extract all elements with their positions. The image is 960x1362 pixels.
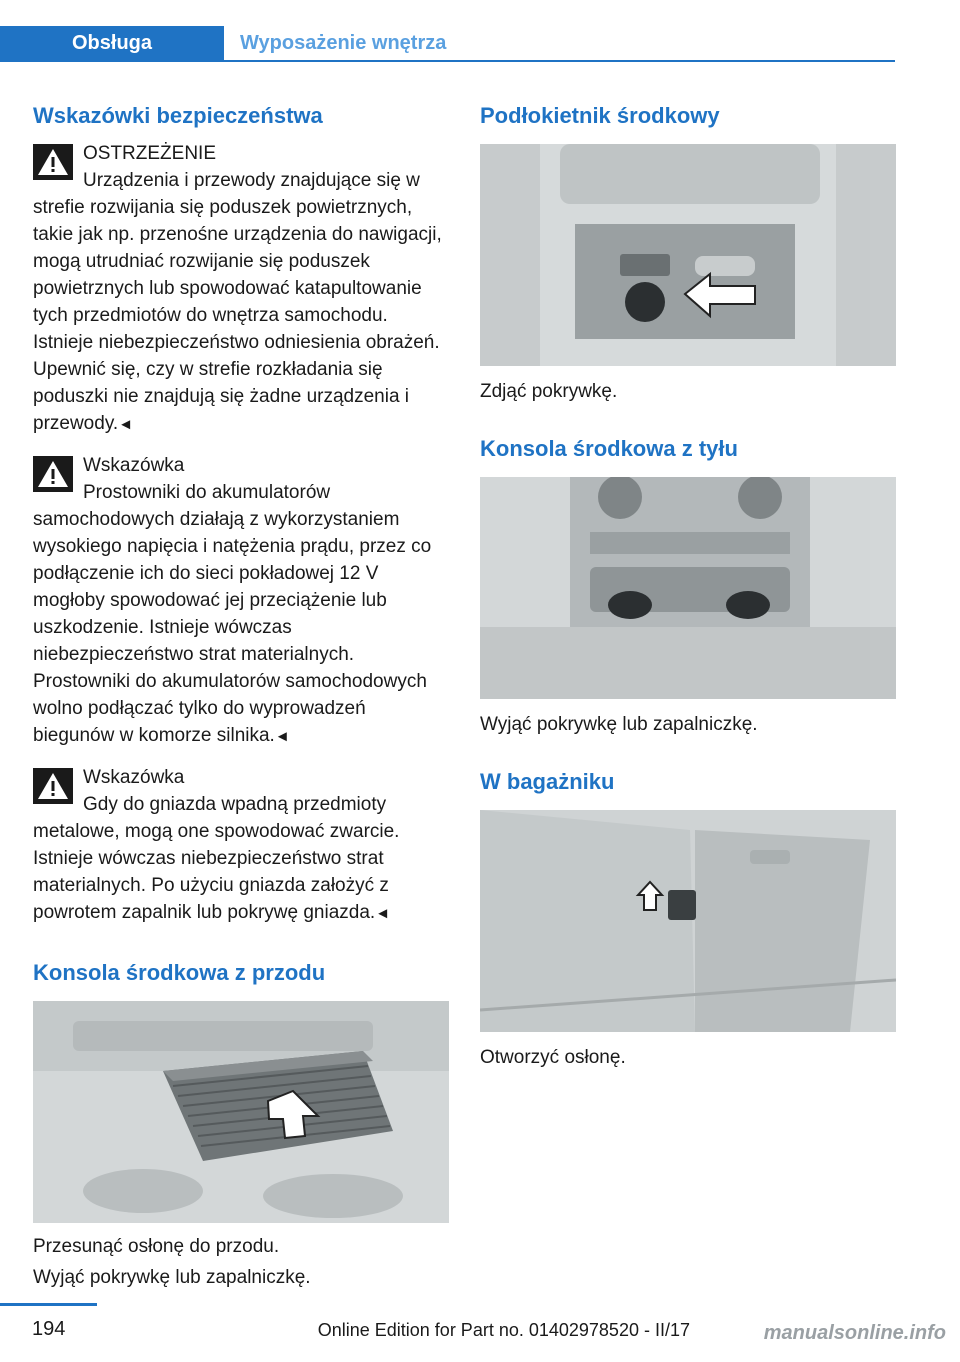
- warning-block: [33, 140, 449, 438]
- end-mark: ◄: [274, 728, 290, 745]
- warning-triangle-icon: [33, 144, 73, 180]
- warning-text: Urządzenia i przewody znajdujące się w strefie rozwijania się poduszek powietrznych, takie jak np. przenośne urządzenia do nawigacji, mogą utrudniać rozwijanie się poduszek powietrznych lub spowodować katapultowanie tych przedmiotów do wnętrza samochodu. Istnieje niebezpieczeństwo odniesienia obrażeń. Upewnić się, czy w strefie rozkładania się poduszki nie znajdują się żadne urządzenia i przewody.: [33, 170, 442, 434]
- left-column: [33, 100, 449, 1291]
- section-tab-breadcrumb[interactable]: Wyposażenie wnętrza: [240, 31, 447, 54]
- heading-rear-console: Konsola środkowa z tyłu: [480, 436, 738, 461]
- warning-triangle-icon: [33, 768, 73, 804]
- page-number: 194: [32, 1318, 66, 1340]
- armrest-illustration: [480, 144, 896, 366]
- note-block: [33, 452, 449, 750]
- warning-triangle-icon: [33, 456, 73, 492]
- end-mark: ◄: [375, 905, 391, 922]
- caption-open-cover: Otworzyć osłonę.: [480, 1047, 626, 1068]
- caption-remove-cover: Zdjąć pokrywkę.: [480, 381, 618, 402]
- end-mark: ◄: [118, 416, 134, 433]
- heading-front-console: Konsola środkowa z przodu: [33, 960, 326, 985]
- warning-title: OSTRZEŻENIE: [83, 143, 217, 164]
- note-title: Wskazówka: [83, 767, 185, 788]
- note-title: Wskazówka: [83, 455, 185, 476]
- header-divider: [0, 60, 895, 62]
- note-text: Prostowniki do akumulatorów samochodowych działają z wykorzystaniem wysokiego napięcia i natężenia prądu, przez co podłączenie ich do sieci pokładowej 12 V mogłoby spowodować jej przeciążenie lub uszkodzenie. Istnieje wówczas niebezpieczeństwo strat materialnych. Prostowniki do akumulatorów samochodowych wolno podłączać tylko do wyprowadzeń biegunów w komorze silnika.: [33, 482, 432, 746]
- trunk-illustration: [480, 810, 896, 1032]
- heading-armrest: Podłokietnik środkowy: [480, 103, 720, 128]
- heading-trunk: W bagażniku: [480, 769, 615, 794]
- heading-safety: Wskazówki bezpieczeństwa: [33, 103, 323, 128]
- caption-remove-cap: Wyjąć pokrywkę lub zapalniczkę.: [33, 1267, 311, 1288]
- section-tab-active[interactable]: Obsługa: [0, 26, 224, 60]
- watermark: manualsonline.info: [763, 1322, 946, 1344]
- page-header: [0, 0, 960, 62]
- front-console-illustration: [33, 1001, 449, 1223]
- rear-console-illustration: [480, 477, 896, 699]
- note-block: [33, 764, 449, 927]
- caption-remove-cap-rear: Wyjąć pokrywkę lub zapalniczkę.: [480, 714, 758, 735]
- right-column: [480, 100, 896, 1071]
- caption-slide-cover: Przesunąć osłonę do przodu.: [33, 1236, 280, 1257]
- edition-note: Online Edition for Part no. 01402978520 - II/17: [317, 1320, 690, 1340]
- note-text: Gdy do gniazda wpadną przedmioty metalowe, mogą one spowodować zwarcie. Istnieje wówczas niebezpieczeństwo strat materialnych. Po użyciu gniazda założyć z powrotem zapalnik lub pokrywę gniazda.: [33, 794, 400, 923]
- footer-divider: [0, 1303, 97, 1306]
